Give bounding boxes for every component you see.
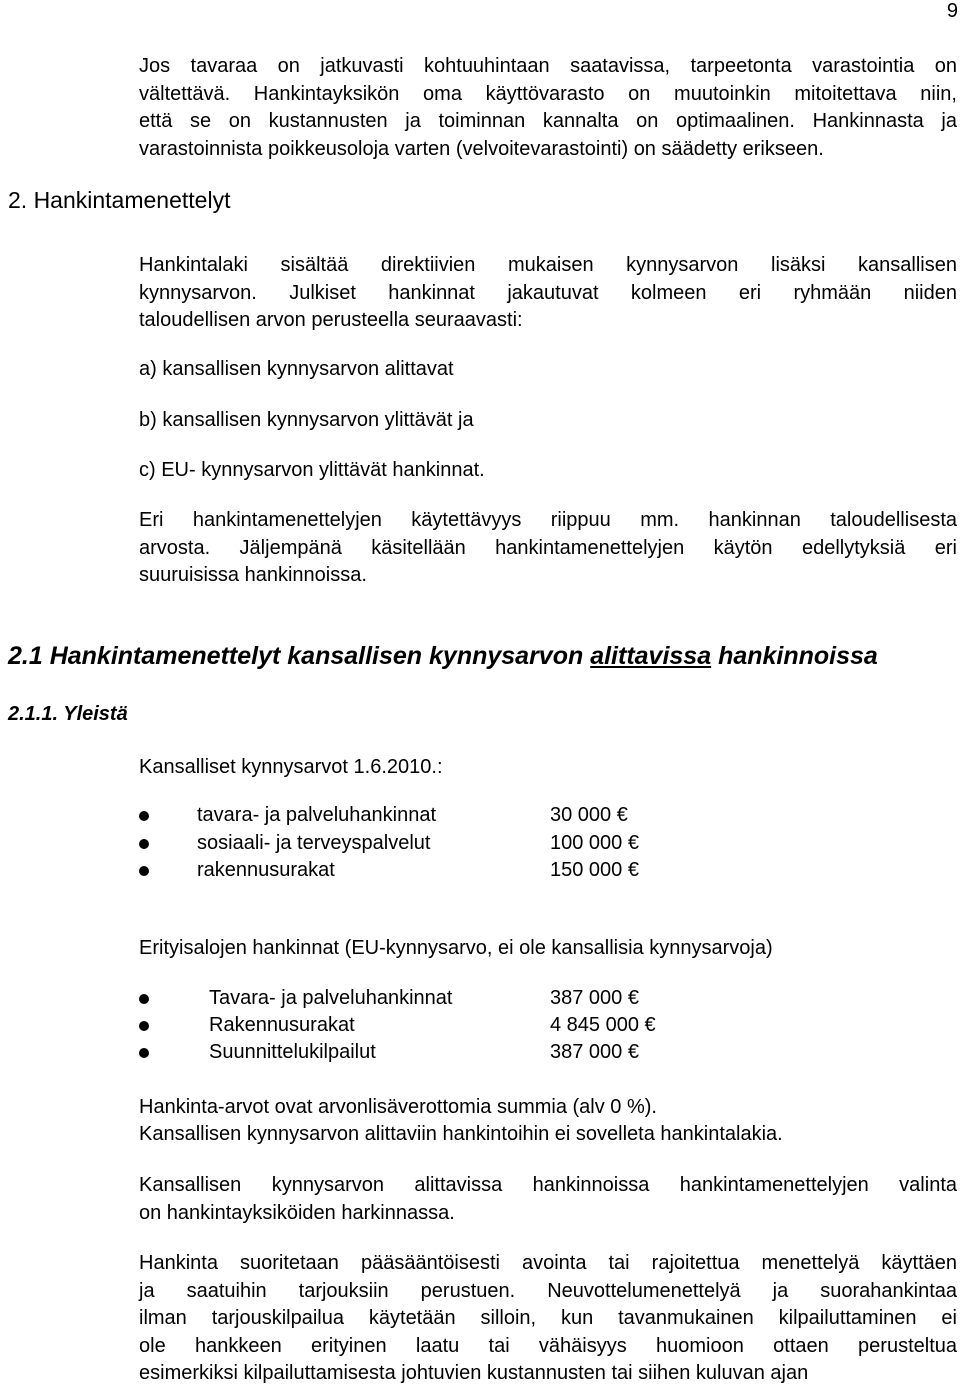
paragraph-line: vältettävä. Hankintayksikön oma käyttövarasto on muutoinkin mitoitettava niin, — [139, 82, 957, 105]
paragraph-line: Kansallisen kynnysarvon alittavissa hankinnoissa hankintamenettelyjen valinta — [139, 1174, 957, 1196]
page-number: 9 — [946, 0, 958, 22]
paragraph-line: taloudellisen arvon perusteella seuraavasti: — [139, 309, 523, 331]
heading-text: 2.1 Hankintamenettelyt kansallisen kynnysarvon — [8, 642, 591, 670]
paragraph-line: suuruisissa hankinnoissa. — [139, 564, 367, 586]
paragraph-line: arvosta. Jäljempänä käsitellään hankintamenettelyjen käytön edellytyksiä eri — [139, 536, 957, 559]
national-thresholds-title: Kansalliset kynnysarvot 1.6.2010.: — [139, 756, 443, 778]
paragraph-line: kynnysarvon. Julkiset hankinnat jakautuvat kolmeen eri ryhmään niiden — [139, 281, 957, 304]
threshold-label: Tavara- ja palveluhankinnat — [209, 987, 453, 1009]
threshold-amount: 387 000 € — [550, 987, 639, 1009]
paragraph-line: Hankintalaki sisältää direktiivien mukaisen kynnysarvon lisäksi kansallisen — [139, 254, 957, 276]
list-item — [139, 1012, 839, 1039]
list-item — [139, 857, 839, 884]
paragraph-line: ole hankkeen erityinen laatu tai vähäisyys huomioon ottaen perusteltua — [139, 1334, 957, 1357]
heading-text: hankinnoissa — [711, 642, 878, 670]
paragraph-line: varastoinnista poikkeusoloja varten (velvoitevarastointi) on säädetty erikseen. — [139, 137, 824, 160]
paragraph-procedure-rules — [139, 1250, 957, 1388]
section-heading-2-1-1: 2.1.1. Yleistä — [8, 703, 128, 725]
threshold-label: rakennusurakat — [197, 859, 335, 881]
threshold-label: Suunnittelukilpailut — [209, 1041, 376, 1063]
group-item-a: a) kansallisen kynnysarvon alittavat — [139, 358, 454, 380]
paragraph-line: Hankinta suoritetaan pääsääntöisesti avointa tai rajoitettua menettelyä käyttäen — [139, 1252, 957, 1274]
paragraph-applicability — [139, 507, 957, 590]
special-sectors-title: Erityisalojen hankinnat (EU-kynnysarvo, ei ole kansallisia kynnysarvoja) — [139, 937, 773, 959]
paragraph-stockpiling — [139, 53, 957, 163]
bullet-icon — [139, 839, 149, 849]
section-heading-2: 2. Hankintamenettelyt — [8, 187, 231, 213]
threshold-amount: 4 845 000 € — [550, 1014, 656, 1036]
threshold-label: tavara- ja palveluhankinnat — [197, 804, 437, 826]
list-item — [139, 1039, 839, 1066]
threshold-label: sosiaali- ja terveyspalvelut — [197, 832, 431, 854]
bullet-icon — [139, 811, 149, 821]
paragraph-line: esimerkiksi kilpailuttamisesta johtuvien kustannusten tai siihen kuluvan ajan — [139, 1362, 809, 1384]
bullet-icon — [139, 1048, 149, 1058]
list-item — [139, 830, 839, 857]
paragraph-line: että se on kustannusten ja toiminnan kannalta on optimaalinen. Hankinnasta ja — [139, 110, 957, 132]
note-vat: Hankinta-arvot ovat arvonlisäverottomia summia (alv 0 %). — [139, 1096, 657, 1118]
group-item-b: b) kansallisen kynnysarvon ylittävät ja — [139, 409, 474, 431]
paragraph-line: ilman tarjouskilpailua käytetään silloin, kun tavanmukainen kilpailuttaminen ei — [139, 1307, 957, 1329]
note-law-not-applied: Kansallisen kynnysarvon alittaviin hankintoihin ei sovelleta hankintalakia. — [139, 1123, 783, 1145]
section-heading-2-1 — [8, 642, 878, 671]
list-item — [139, 802, 839, 829]
heading-underlined-text: alittavissa — [590, 642, 712, 670]
threshold-amount: 30 000 € — [550, 804, 628, 826]
paragraph-line: Jos tavaraa on jatkuvasti kohtuuhintaan saatavissa, tarpeetonta varastointia on — [139, 55, 957, 77]
threshold-amount: 100 000 € — [550, 832, 639, 854]
paragraph-procedure-choice — [139, 1172, 957, 1227]
list-item — [139, 985, 839, 1012]
bullet-icon — [139, 994, 149, 1004]
paragraph-thresholds-intro — [139, 252, 957, 335]
threshold-label: Rakennusurakat — [209, 1014, 355, 1036]
paragraph-line: Eri hankintamenettelyjen käytettävyys riippuu mm. hankinnan taloudellisesta — [139, 509, 957, 531]
threshold-amount: 387 000 € — [550, 1041, 639, 1063]
bullet-icon — [139, 866, 149, 876]
paragraph-line: on hankintayksiköiden harkinnassa. — [139, 1201, 455, 1224]
bullet-icon — [139, 1021, 149, 1031]
group-item-c: c) EU- kynnysarvon ylittävät hankinnat. — [139, 459, 485, 481]
threshold-amount: 150 000 € — [550, 859, 639, 881]
paragraph-line: ja saatuihin tarjouksiin perustuen. Neuvottelumenettelyä ja suorahankintaa — [139, 1279, 957, 1302]
